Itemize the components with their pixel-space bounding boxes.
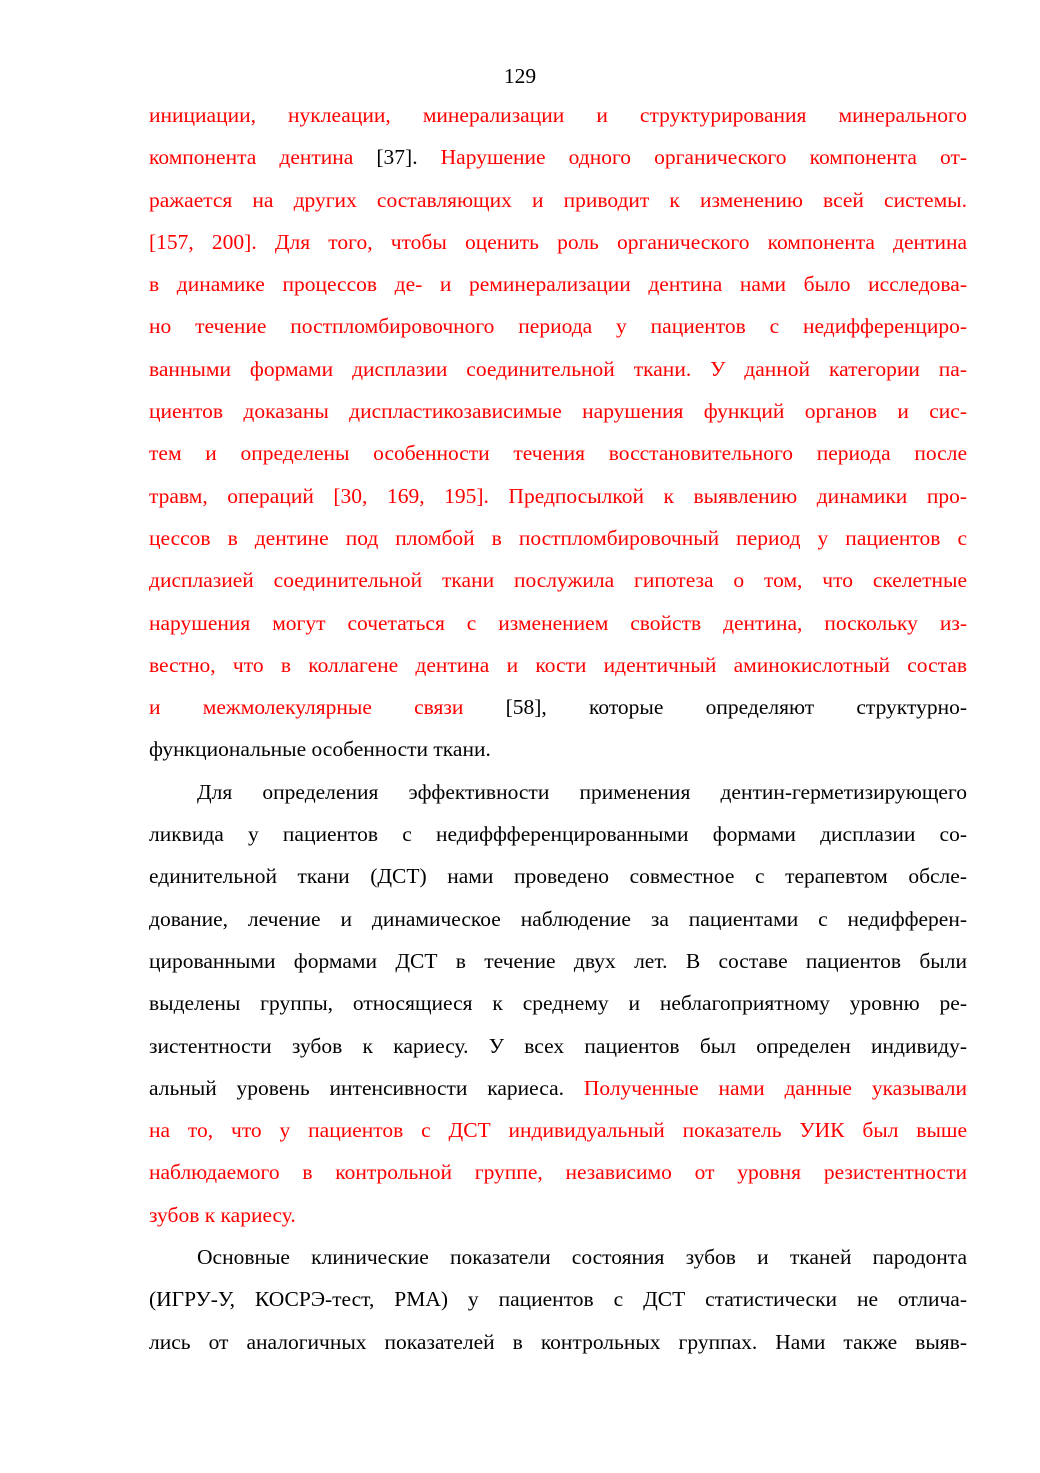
highlighted-text: зубов к кариесу. <box>149 1202 296 1227</box>
text-line <box>149 1278 967 1320</box>
highlighted-text: в динамике процессов де- и реминерализации дентина нами было исследова- <box>149 272 967 297</box>
text-segment: зистентности зубов к кариесу. У всех пациентов был определен индивиду- <box>149 1033 967 1058</box>
text-segment: Основные клинические показатели состояния зубов и тканей пародонта <box>197 1245 967 1270</box>
text-line <box>149 1067 967 1109</box>
text-line <box>149 1194 967 1236</box>
text-segment: [58], которые определяют структурно- <box>505 695 967 720</box>
text-segment: цированными формами ДСТ в течение двух лет. В составе пациентов были <box>149 948 967 973</box>
text-line <box>149 94 967 136</box>
highlighted-text: Полученные нами данные указывали <box>583 1075 967 1100</box>
highlighted-text: ванными формами дисплазии соединительной ткани. У данной категории па- <box>149 356 967 381</box>
highlighted-text: наблюдаемого в контрольной группе, независимо от уровня резистентности <box>149 1160 967 1185</box>
text-line <box>149 221 967 263</box>
text-line <box>149 898 967 940</box>
page-number: 129 <box>503 64 537 88</box>
text-segment: ликвида у пациентов с недифффеpенцированными формами дисплазии со- <box>149 822 967 847</box>
text-line <box>149 179 967 221</box>
text-line <box>149 1109 967 1151</box>
text-line <box>149 728 967 770</box>
text-segment: Для определения эффективности применения дентин-герметизирующего <box>197 779 967 804</box>
text-line <box>149 855 967 897</box>
text-line <box>149 686 967 728</box>
text-line <box>149 517 967 559</box>
text-line <box>149 982 967 1024</box>
highlighted-text: нарушения могут сочетаться с изменением свойств дентина, поскольку из- <box>149 610 967 635</box>
highlighted-text: вестно, что в коллагене дентина и кости идентичный аминокислотный состав <box>149 652 967 677</box>
text-segment: дование, лечение и динамическое наблюдение за пациентами с недифферен- <box>149 906 967 931</box>
text-line <box>149 432 967 474</box>
text-line <box>149 305 967 347</box>
text-line <box>149 263 967 305</box>
highlighted-text: дисплазией соединительной ткани послужила гипотеза о том, что скелетные <box>149 568 967 593</box>
text-segment: единительной ткани (ДСТ) нами проведено совместное с терапевтом обсле- <box>149 864 967 889</box>
highlighted-text: цессов в дентине под пломбой в постпломбировочный период у пациентов с <box>149 525 967 550</box>
text-segment: выделены группы, относящиеся к среднему и неблагоприятному уровню ре- <box>149 991 967 1016</box>
text-line <box>149 813 967 855</box>
text-line <box>149 1025 967 1067</box>
text-line <box>149 348 967 390</box>
text-line <box>149 771 967 813</box>
highlighted-text: циентов доказаны диспластикозависимые нарушения функций органов и сис- <box>149 399 967 424</box>
highlighted-text: [157, 200]. Для того, чтобы оценить роль органического компонента дентина <box>149 229 967 254</box>
highlighted-text: но течение постпломбировочного периода у пациентов с недифференциро- <box>149 314 967 339</box>
text-line <box>149 136 967 178</box>
text-line <box>149 1236 967 1278</box>
text-segment: (ИГРУ-У, КОСРЭ-тест, РМА) у пациентов с ДСТ статистически не отлича- <box>149 1287 967 1312</box>
text-line <box>149 475 967 517</box>
text-line <box>149 602 967 644</box>
text-line <box>149 1321 967 1363</box>
text-segment: функциональные особенности ткани. <box>149 737 491 762</box>
highlighted-text: травм, операций [30, 169, 195]. Предпосылкой к выявлению динамики про- <box>149 483 967 508</box>
highlighted-text: Нарушение одного органического компонента от- <box>440 145 967 170</box>
highlighted-text: тем и определены особенности течения восстановительного периода после <box>149 441 967 466</box>
text-line <box>149 559 967 601</box>
highlighted-text: инициации, нуклеации, минерализации и структурирования минерального <box>149 103 967 127</box>
document-body <box>149 94 967 1363</box>
highlighted-text: и межмолекулярные связи <box>149 695 506 720</box>
text-line <box>149 644 967 686</box>
text-segment: [37]. <box>376 145 441 170</box>
text-segment: лись от аналогичных показателей в контрольных группах. Нами также выяв- <box>149 1329 967 1354</box>
text-line <box>149 940 967 982</box>
text-segment: альный уровень интенсивности кариеса. <box>149 1075 584 1100</box>
text-line <box>149 390 967 432</box>
text-line <box>149 1151 967 1193</box>
highlighted-text: на то, что у пациентов с ДСТ индивидуальный показатель УИК был выше <box>149 1118 967 1143</box>
highlighted-text: компонента дентина <box>149 145 377 170</box>
highlighted-text: ражается на других составляющих и приводит к изменению всей системы. <box>149 187 967 212</box>
